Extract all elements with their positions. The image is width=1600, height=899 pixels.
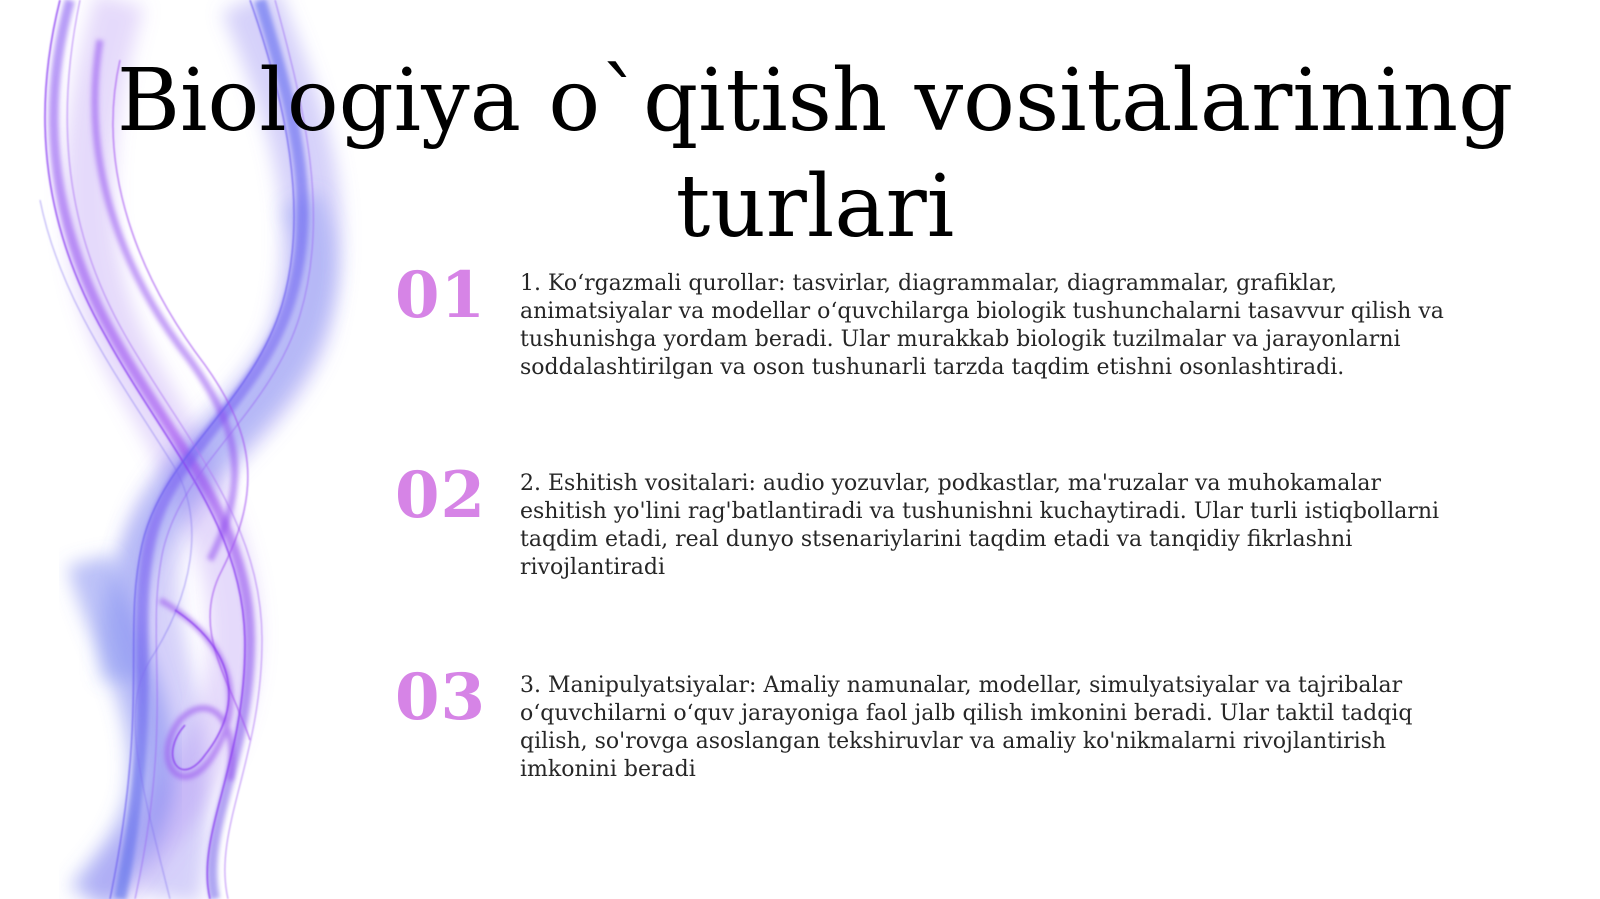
item-number: 03 [395,660,487,735]
slide-title: Biologiya o`qitish vositalarining turlari [116,51,1514,257]
item-text: 1. Ko‘rgazmali qurollar: tasvirlar, diagrammalar, diagrammalar, grafiklar, animatsiyalar va modellar o‘quvchilarga biologik tushunchalarni tasavvur qilish va tushunishga yordam beradi. Ular murakkab biologik tuzilmalar va jarayonlarni soddalashtirilgan va oson tushunarli tarzda taqdim etishni osonlashtiradi. [520,271,1444,380]
item-text: 2. Eshitish vositalari: audio yozuvlar, podkastlar, ma'ruzalar va muhokamalar eshitish yo'lini rag'batlantiradi va tushunishni kuchaytiradi. Ular turli istiqbollarni taqdim etadi, real dunyo stsenariylarini taqdim etadi va tanqidiy fikrlashni rivojlantiradi [520,471,1440,580]
item-number: 01 [395,258,487,333]
item-number: 02 [395,458,487,533]
item-text: 3. Manipulyatsiyalar: Amaliy namunalar, modellar, simulyatsiyalar va tajribalar o‘quvchilarni o‘quv jarayoniga faol jalb qilish imkonini beradi. Ular taktil tadqiq qilish, so'rovga asoslangan tekshiruvlar va amaliy ko'nikmalarni rivojlantirish imkonini beradi [520,673,1413,782]
